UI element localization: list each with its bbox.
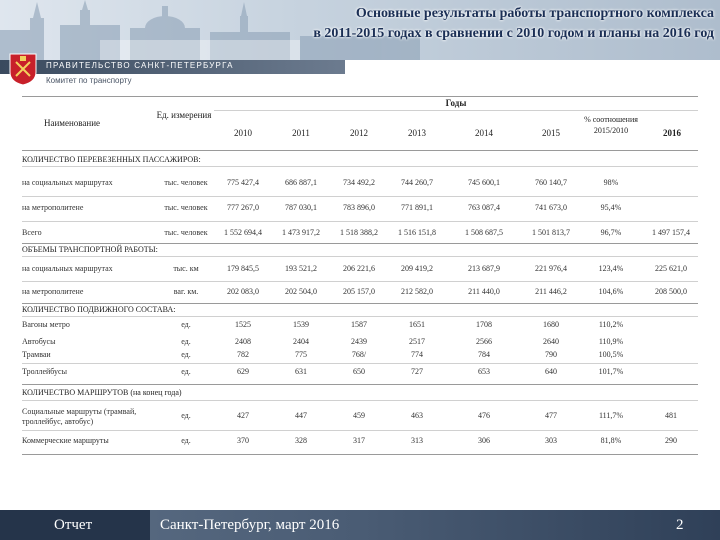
cell: 784 (478, 350, 490, 359)
cell: 2517 (409, 337, 425, 346)
cell: 81,8% (600, 436, 622, 445)
row-unit: тыс. человек (164, 203, 208, 212)
cell: 477 (545, 411, 557, 420)
cell: 123,4% (598, 264, 624, 273)
year-2013: 2013 (408, 128, 426, 138)
cell: 686 887,1 (285, 178, 317, 187)
cell: 1 516 151,8 (398, 228, 436, 237)
cell: 775 (295, 350, 307, 359)
cell: 1539 (293, 320, 309, 329)
cell: 221 976,4 (535, 264, 567, 273)
row-unit: ед. (181, 337, 191, 346)
row-unit: ед. (181, 367, 191, 376)
page-number: 2 (676, 517, 684, 533)
cell: 1525 (235, 320, 251, 329)
cell: 744 260,7 (401, 178, 433, 187)
table-row (22, 281, 698, 303)
cell: 2439 (351, 337, 367, 346)
cell: 1 518 388,2 (340, 228, 378, 237)
cell: 481 (665, 411, 677, 420)
cell: 193 521,2 (285, 264, 317, 273)
header-banner (0, 0, 720, 60)
cell: 463 (411, 411, 423, 420)
cell: 787 030,1 (285, 203, 317, 212)
committee-name: Комитет по транспорту (46, 76, 132, 85)
table-row (22, 361, 698, 383)
cell: 790 (545, 350, 557, 359)
row-name: Всего (22, 228, 42, 237)
table-row (22, 172, 698, 194)
year-2011: 2011 (292, 128, 310, 138)
row-name: на социальных маршрутах (22, 178, 113, 187)
cell: 650 (353, 367, 365, 376)
cell: 1587 (351, 320, 367, 329)
table-bottom-border (22, 454, 698, 455)
divider (22, 166, 698, 167)
ratio-header: % соотношения 2015/2010 (584, 115, 638, 135)
divider (22, 384, 698, 385)
divider (22, 400, 698, 401)
cell: 370 (237, 436, 249, 445)
cell: 313 (411, 436, 423, 445)
cell: 447 (295, 411, 307, 420)
cell: 211 446,2 (535, 287, 567, 296)
cell: 111,7% (598, 411, 624, 420)
cell: 290 (665, 436, 677, 445)
year-2010: 2010 (234, 128, 252, 138)
report-title-line-2: в 2011-2015 годах в сравнении с 2010 годом и планы на 2016 год (313, 26, 714, 41)
row-unit: тыс. человек (164, 228, 208, 237)
table-row (22, 405, 698, 431)
footer-report-label: Отчет (54, 517, 93, 533)
cell: 771 891,1 (401, 203, 433, 212)
cell: 745 600,1 (468, 178, 500, 187)
spb-coat-of-arms-icon (8, 52, 38, 86)
cell: 459 (353, 411, 365, 420)
footer-location-date: Санкт-Петербург, март 2016 (160, 517, 340, 533)
row-name: на социальных маршрутах (22, 264, 113, 273)
row-name: на метрополитене (22, 203, 84, 212)
row-name: Трамваи (22, 350, 51, 359)
row-unit: ед. (181, 350, 191, 359)
cell: 95,4% (600, 203, 622, 212)
table-row (22, 430, 698, 452)
report-title (313, 4, 714, 44)
cell: 202 083,0 (227, 287, 259, 296)
cell: 104,6% (598, 287, 624, 296)
cell: 1 552 694,4 (224, 228, 262, 237)
cell: 760 140,7 (535, 178, 567, 187)
year-2012: 2012 (350, 128, 368, 138)
cell: 2566 (476, 337, 492, 346)
row-name: Вагоны метро (22, 320, 70, 329)
cell: 782 (237, 350, 249, 359)
cell: 768/ (351, 350, 367, 359)
cell: 476 (478, 411, 490, 420)
cell: 2404 (293, 337, 309, 346)
cell: 775 427,4 (227, 178, 259, 187)
table-row (22, 197, 698, 219)
cell: 631 (295, 367, 307, 376)
cell: 317 (353, 436, 365, 445)
cell: 1651 (409, 320, 425, 329)
cell: 774 (411, 350, 423, 359)
cell: 110,9% (598, 337, 624, 346)
section-title: КОЛИЧЕСТВО ПЕРЕВЕЗЕННЫХ ПАССАЖИРОВ: (22, 155, 201, 164)
col-header-unit: Ед. измерения (156, 110, 212, 120)
cell: 96,7% (600, 228, 622, 237)
cell: 653 (478, 367, 490, 376)
cell: 783 896,0 (343, 203, 375, 212)
year-2014: 2014 (475, 128, 493, 138)
col-header-years: Годы (445, 98, 467, 108)
cell: 100,5% (598, 350, 624, 359)
cell: 629 (237, 367, 249, 376)
cell: 777 267,0 (227, 203, 259, 212)
cell: 2640 (543, 337, 559, 346)
section-title: КОЛИЧЕСТВО ПОДВИЖНОГО СОСТАВА: (22, 305, 176, 314)
cell: 1680 (543, 320, 559, 329)
cell: 328 (295, 436, 307, 445)
row-name: Коммерческие маршруты (22, 436, 109, 445)
cell: 306 (478, 436, 490, 445)
table-row (22, 222, 698, 244)
row-unit: тыс. человек (164, 178, 208, 187)
government-name: ПРАВИТЕЛЬСТВО САНКТ-ПЕТЕРБУРГА (46, 61, 234, 70)
cell: 110,2% (598, 320, 624, 329)
cell: 727 (411, 367, 423, 376)
cell: 179 845,5 (227, 264, 259, 273)
section-title: ОБЪЕМЫ ТРАНСПОРТНОЙ РАБОТЫ: (22, 245, 158, 254)
divider (22, 256, 698, 257)
cell: 208 500,0 (655, 287, 687, 296)
row-unit: тыс. км (173, 264, 199, 273)
row-name: Автобусы (22, 337, 56, 346)
row-unit: ед. (181, 320, 191, 329)
cell: 206 221,6 (343, 264, 375, 273)
divider (22, 303, 698, 304)
cell: 2408 (235, 337, 251, 346)
cell: 734 492,2 (343, 178, 375, 187)
row-name: Социальные маршруты (трамвай, троллейбус, автобус) (22, 407, 137, 426)
cell: 209 419,2 (401, 264, 433, 273)
table-top-border (22, 96, 698, 97)
years-divider (214, 110, 698, 111)
cell: 202 504,0 (285, 287, 317, 296)
cell: 1 501 813,7 (532, 228, 570, 237)
row-unit: ед. (181, 411, 191, 420)
row-name: Троллейбусы (22, 367, 67, 376)
cell: 211 440,0 (468, 287, 500, 296)
cell: 225 621,0 (655, 264, 687, 273)
cell: 427 (237, 411, 249, 420)
row-unit: ваг. км. (173, 287, 199, 296)
cell: 1 497 157,4 (652, 228, 690, 237)
cell: 98% (603, 178, 619, 187)
cell: 1708 (476, 320, 492, 329)
table-row (22, 258, 698, 280)
cell: 213 687,9 (468, 264, 500, 273)
plan-year-header: 2016 (663, 128, 681, 138)
cell: 205 157,0 (343, 287, 375, 296)
col-header-name: Наименование (43, 118, 101, 128)
year-2015: 2015 (542, 128, 560, 138)
cell: 101,7% (598, 367, 624, 376)
section-title: КОЛИЧЕСТВО МАРШРУТОВ (на конец года) (22, 388, 182, 397)
cell: 1 508 687,5 (465, 228, 503, 237)
report-title-line-1: Основные результаты работы транспортного комплекса (355, 6, 714, 21)
cell: 763 087,4 (468, 203, 500, 212)
header-bottom-border (22, 150, 698, 151)
cell: 212 582,0 (401, 287, 433, 296)
cell: 741 673,0 (535, 203, 567, 212)
row-name: на метрополитене (22, 287, 84, 296)
cell: 303 (545, 436, 557, 445)
cell: 1 473 917,2 (282, 228, 320, 237)
row-unit: ед. (181, 436, 191, 445)
divider (22, 243, 698, 244)
cell: 640 (545, 367, 557, 376)
